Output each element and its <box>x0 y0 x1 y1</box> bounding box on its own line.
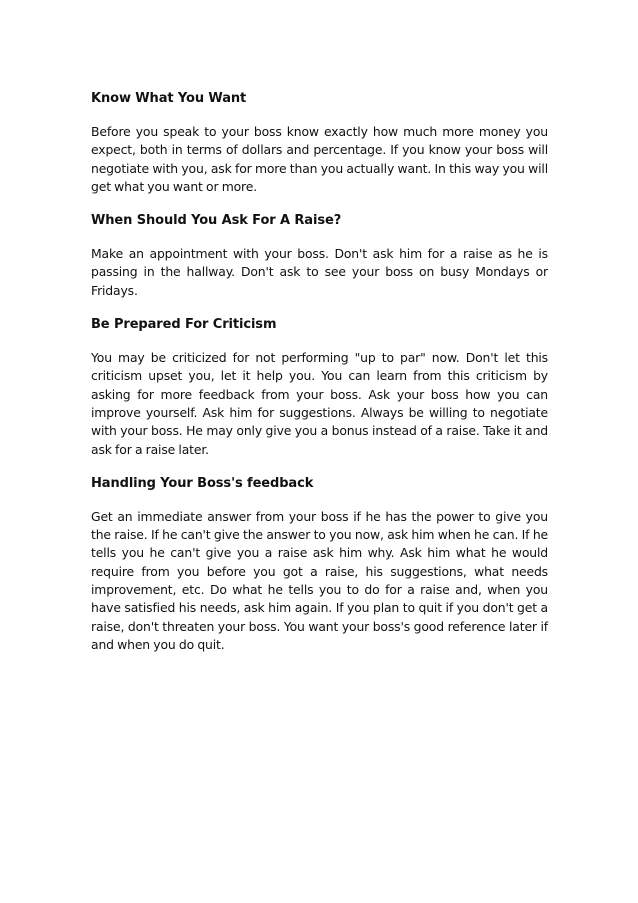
section-handling-feedback <box>91 475 548 654</box>
section-body: Before you speak to your boss know exactly how much more money you expect, both in terms of dollars and percentage. If you know your boss will negotiate with you, ask for more than you actually want. In this way you will get what you want or more. <box>91 124 548 194</box>
section-heading: Handling Your Boss's feedback <box>91 475 314 491</box>
section-body: Make an appointment with your boss. Don't ask him for a raise as he is passing in the hallway. Don't ask to see your boss on busy Mondays or Fridays. <box>91 246 548 298</box>
section-heading: When Should You Ask For A Raise? <box>91 213 342 229</box>
section-heading: Know What You Want <box>91 91 247 106</box>
section-heading: Be Prepared For Criticism <box>91 317 277 333</box>
section-know-what-you-want <box>91 90 548 196</box>
section-body: Get an immediate answer from your boss if he has the power to give you the raise. If he can't give the answer to you now, ask him when he can. If he tells you he can't give you a raise ask him why. Ask him what he would require from you before you got a raise, his suggestions, what needs improvement, etc. Do what he tells you to do for a raise and, when you have satisfied his needs, ask him again. If you plan to quit if you don't get a raise, don't threaten your boss. You want your boss's good reference later if and when you do quit. <box>91 508 548 652</box>
section-body: You may be criticized for not performing "up to par" now. Don't let this criticism upset you, let it help you. You can learn from this criticism by asking for more feedback from your boss. Ask your boss how you can improve yourself. Ask him for suggestions. Always be willing to negotiate with your boss. He may only give you a bonus instead of a raise. Take it and ask for a raise later. <box>91 350 548 457</box>
section-when-to-ask <box>91 212 548 300</box>
section-be-prepared <box>91 316 548 459</box>
document-page <box>91 90 548 670</box>
